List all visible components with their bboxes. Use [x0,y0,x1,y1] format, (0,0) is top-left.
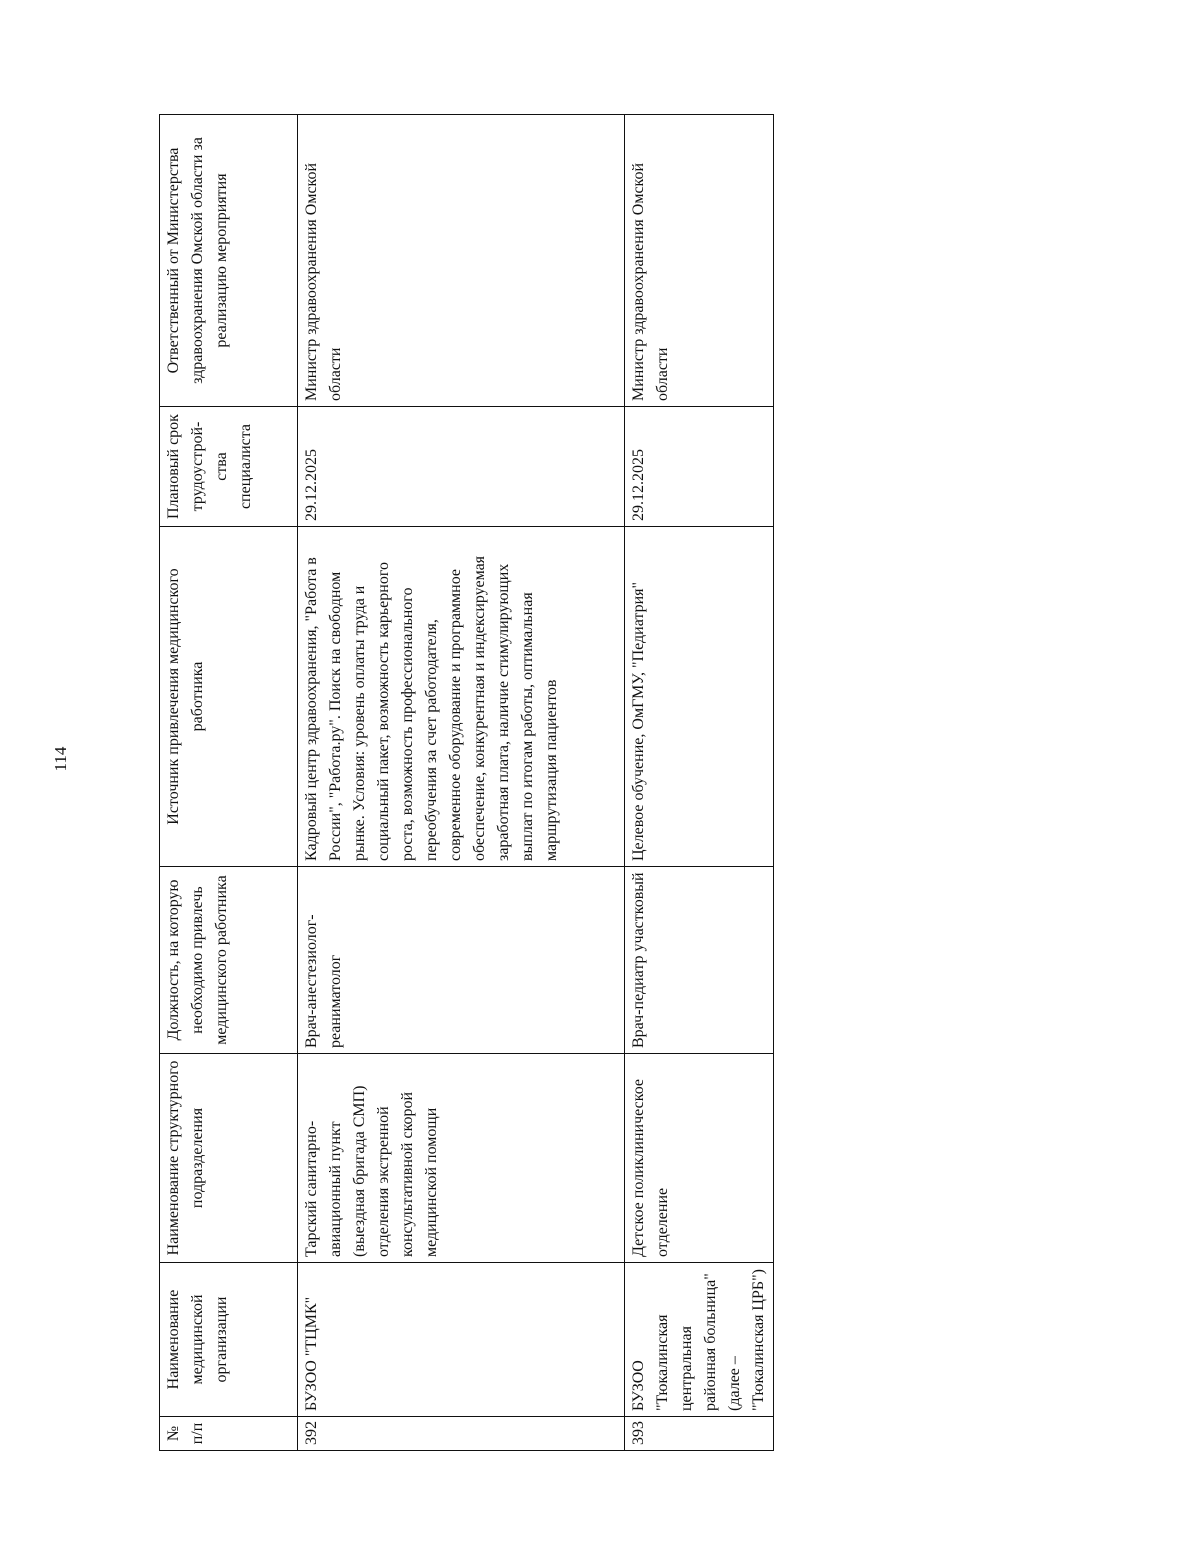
header-deadline: Плановый срок трудоустрой-ства специалиста [160,407,298,527]
table-header-row [160,115,298,1451]
table-row [298,115,625,1451]
header-num: № п/п [160,1417,298,1451]
cell-source: Целевое обучение, ОмГМУ, "Педиатрия" [625,527,774,867]
cell-subdivision: Детское поликлиническое отделение [625,1054,774,1263]
cell-position: Врач-анестезиолог-реаниматолог [298,867,625,1054]
page-number: 114 [51,746,70,772]
header-subdivision: Наименование структурного подразделения [160,1054,298,1263]
header-responsible: Ответственный от Министерства здравоохранения Омской области за реализацию мероприятия [160,115,298,407]
header-organization: Наименование медицинской организации [160,1263,298,1417]
cell-subdivision: Тарский санитарно-авиационный пункт (выездная бригада СМП) отделения экстренной консультативной скорой медицинской помощи [298,1054,625,1263]
header-position: Должность, на которую необходимо привлечь медицинского работника [160,867,298,1054]
cell-num: 393 [625,1417,774,1451]
cell-num: 392 [298,1417,625,1451]
cell-organization: БУЗОО "ТЦМК" [298,1263,625,1417]
table-row [625,115,774,1451]
header-source: Источник привлечения медицинского работника [160,527,298,867]
table-container [159,115,767,1451]
cell-deadline: 29.12.2025 [298,407,625,527]
cell-organization: БУЗОО "Тюкалинская центральная районная больница" (далее – "Тюкалинская ЦРБ") [625,1263,774,1417]
table-frame [159,115,767,1451]
cell-deadline: 29.12.2025 [625,407,774,527]
staffing-table [159,114,774,1451]
cell-source: Кадровый центр здравоохранения, "Работа в России", "Работа.ру". Поиск на свободном рынке. Условия: уровень оплаты труда и социальный пакет, возможность карьерного роста, возможность профессионального переобучения за счет работодателя, современное оборудование и программное обеспечение, конкурентная и индексируемая заработная плата, наличие стимулирующих выплат по итогам работы, оптимальная маршрутизация пациентов [298,527,625,867]
cell-responsible: Министр здравоохранения Омской области [298,115,625,407]
cell-position: Врач-педиатр участковый [625,867,774,1054]
cell-responsible: Министр здравоохранения Омской области [625,115,774,407]
